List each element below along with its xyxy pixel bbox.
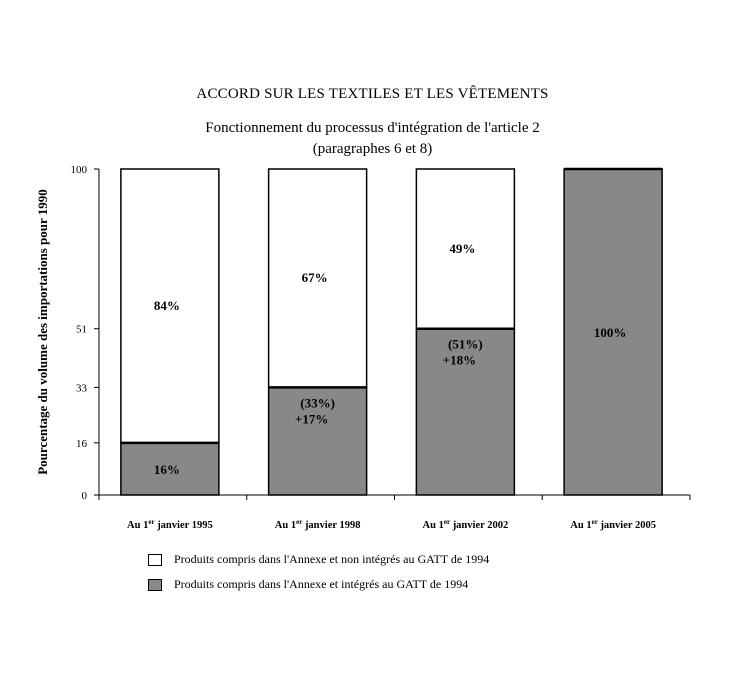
data-label-integrated: (33%) [300,395,335,411]
chart-subtitle-line2: (paragraphes 6 et 8) [312,141,433,157]
data-label-not-integrated: 67% [301,270,328,286]
chart-subtitle-line1: Fonctionnement du processus d'intégration de l'article 2 [205,120,540,136]
legend-item-integrated [148,577,468,592]
data-label-integrated: (51%) [448,336,483,352]
y-tick-label: 100 [70,164,87,176]
data-label-not-integrated: 84% [153,297,180,313]
legend-swatch-white [148,554,162,566]
data-label-integrated: 100% [593,325,627,340]
x-category-label: Au 1er janvier 2005 [570,518,656,531]
y-tick-label: 33 [76,382,87,395]
y-axis-label: Pourcentage du volume des importations pour 1990 [35,189,50,475]
data-label-not-integrated: 49% [449,240,476,256]
legend-label-integrated: Produits compris dans l'Annexe et intégrés au GATT de 1994 [174,577,469,591]
data-label-integrated: 16% [153,461,180,477]
data-label-integrated: +18% [442,352,477,368]
chart-title: ACCORD SUR LES TEXTILES ET LES VÊTEMENTS [196,86,549,102]
x-category-label: Au 1er janvier 2002 [422,518,509,531]
data-label-integrated: +17% [294,411,329,427]
x-category-label: Au 1er janvier 1995 [127,518,213,531]
legend-swatch-gray [148,579,162,591]
y-tick-label: 16 [76,437,87,450]
legend-item-not-integrated [148,552,489,567]
y-tick-label: 0 [81,490,87,502]
x-category-label: Au 1er janvier 1998 [274,518,361,531]
legend-label-not-integrated: Produits compris dans l'Annexe et non intégrés au GATT de 1994 [174,552,490,566]
y-tick-label: 51 [76,323,87,336]
